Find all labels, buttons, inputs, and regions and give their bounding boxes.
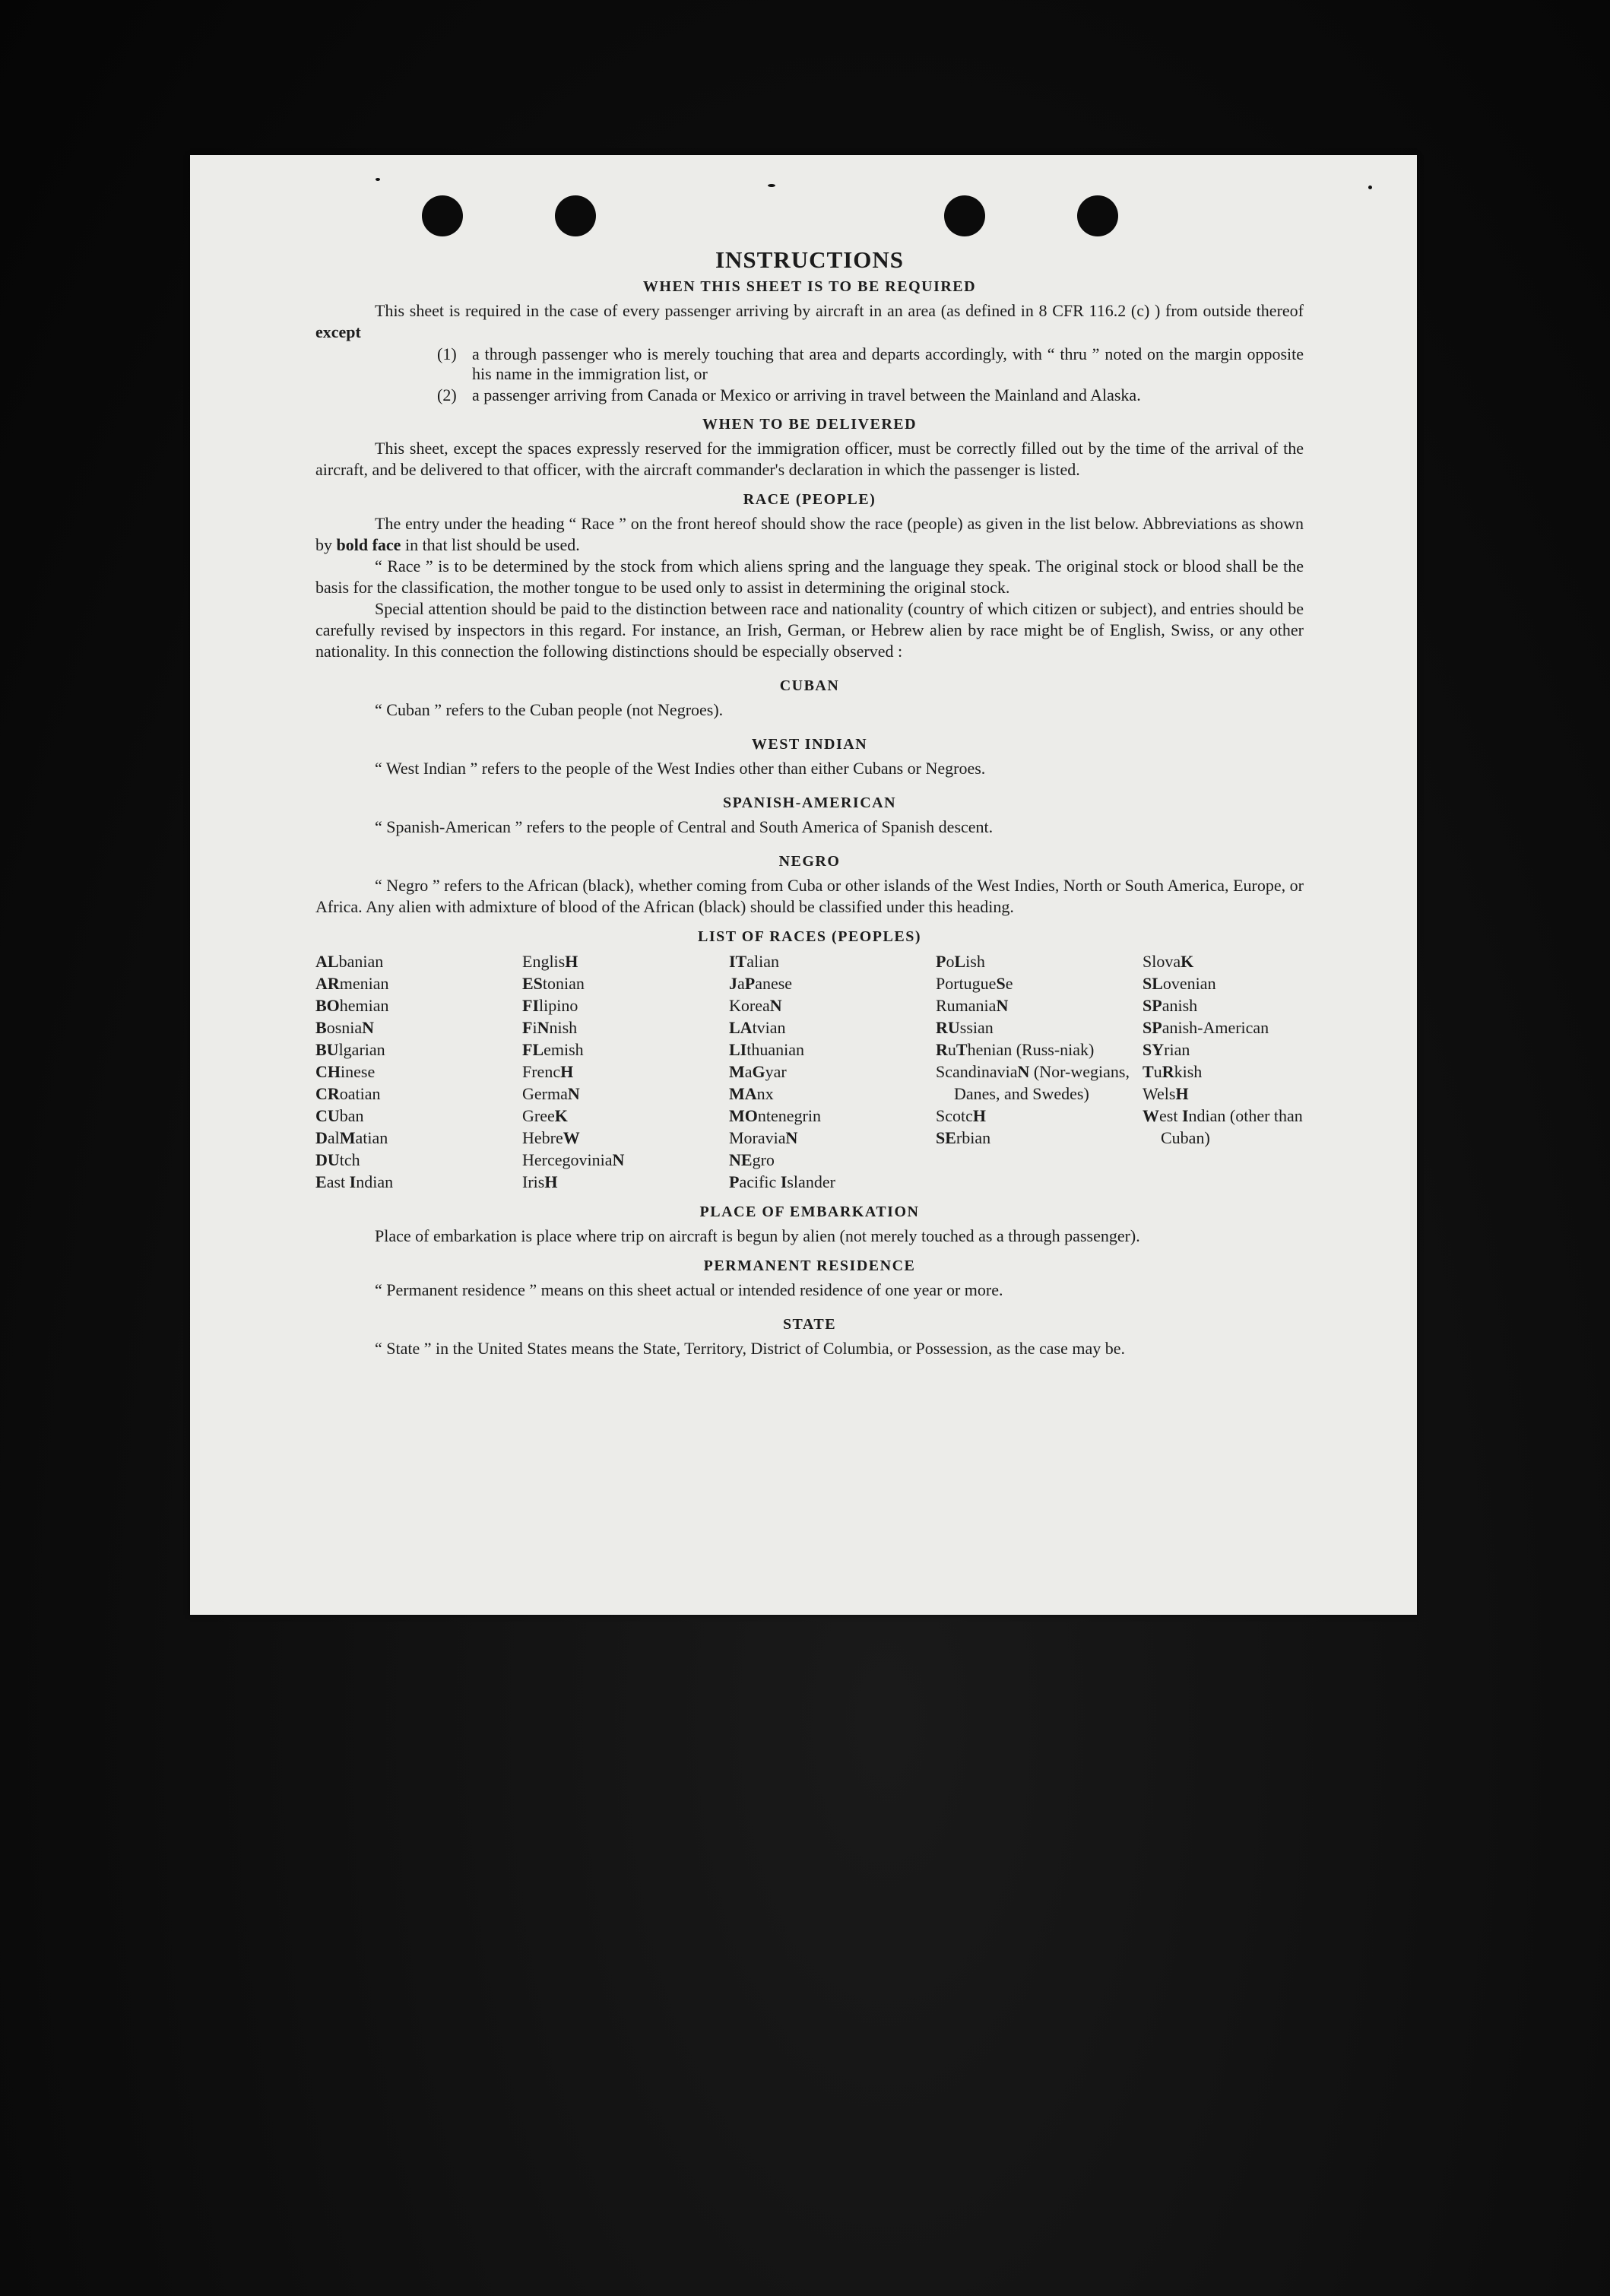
heading-delivered: WHEN TO BE DELIVERED: [702, 416, 918, 433]
race-entry: ALbanian: [315, 952, 384, 971]
race-entry: LAtvian: [729, 1018, 786, 1037]
punch-hole: [555, 195, 596, 236]
race-entry: BUlgarian: [315, 1040, 385, 1059]
race-entry: RuThenian (Russ-niak): [936, 1040, 1095, 1059]
race-p2: “ Race ” is to be determined by the stock from which aliens spring and the language they speak. The original stock or blood shall be the basis for the classification, the mother tongue to be used only to assist in determining the original stock.: [315, 557, 1304, 597]
race-entry: MoraviaN: [729, 1128, 798, 1147]
heading-cuban: CUBAN: [779, 677, 840, 694]
race-entry: BosniaN: [315, 1018, 375, 1037]
race-entry: DUtch: [315, 1150, 360, 1169]
race-entry: DalMatian: [315, 1128, 388, 1147]
instructions-content: [315, 246, 1304, 1359]
state-text: “ State ” in the United States means the State, Territory, District of Columbia, or Possession, as the case may be.: [375, 1339, 1126, 1358]
race-entry: EStonian: [522, 974, 585, 993]
race-entry: MAnx: [729, 1084, 774, 1103]
race-column: [729, 950, 936, 1193]
speck: [1368, 186, 1372, 189]
race-entry: WelsH: [1143, 1084, 1189, 1103]
race-entry: GermaN: [522, 1084, 580, 1103]
race-entry: ScandinaviaN (Nor-wegians, Danes, and Swedes): [936, 1062, 1130, 1103]
exception-item: (1) a through passenger who is merely touching that area and departs accordingly, with “ thru ” noted on the margin opposite his name in the immigration list, or: [437, 344, 1304, 383]
west-indian-text: “ West Indian ” refers to the people of the West Indies other than either Cubans or Negroes.: [375, 759, 986, 778]
residence-text: “ Permanent residence ” means on this sheet actual or intended residence of one year or more.: [375, 1280, 1003, 1299]
race-entry: GreeK: [522, 1106, 568, 1125]
race-entry: Pacific Islander: [729, 1172, 835, 1191]
race-entry: East Indian: [315, 1172, 394, 1191]
heading-embarkation: PLACE OF EMBARKATION: [699, 1203, 920, 1220]
race-entry: RumaniaN: [936, 996, 1009, 1015]
race-entry: ARmenian: [315, 974, 389, 993]
heading-required: WHEN THIS SHEET IS TO BE REQUIRED: [642, 278, 977, 295]
race-entry: MOntenegrin: [729, 1106, 821, 1125]
race-column: [936, 950, 1143, 1193]
negro-text: “ Negro ” refers to the African (black), whether coming from Cuba or other islands of the West Indies, North or South America, Europe, or Africa. Any alien with admixture of blood of the African (black) should be classified under this heading.: [315, 876, 1304, 916]
race-entry: FrencH: [522, 1062, 574, 1081]
page-title: INSTRUCTIONS: [715, 246, 904, 273]
race-entry: SLovenian: [1143, 974, 1216, 993]
race-entry: JaPanese: [729, 974, 793, 993]
race-entry: HebreW: [522, 1128, 580, 1147]
race-p1: The entry under the heading “ Race ” on the front hereof should show the race (people) as given in the list below. Abbreviations as shown by bold face in that list should be used.: [315, 514, 1304, 554]
speck: [768, 184, 775, 187]
race-entry: CRoatian: [315, 1084, 381, 1103]
race-entry: FiNnish: [522, 1018, 578, 1037]
race-entry: FIlipino: [522, 996, 578, 1015]
race-entry: TuRkish: [1143, 1062, 1203, 1081]
race-column: [1143, 950, 1325, 1193]
spanish-american-text: “ Spanish-American ” refers to the people of Central and South America of Spanish descent.: [375, 817, 994, 836]
race-entry: KoreaN: [729, 996, 782, 1015]
heading-residence: PERMANENT RESIDENCE: [703, 1257, 916, 1274]
punch-hole: [1077, 195, 1118, 236]
race-entry: PoLish: [936, 952, 985, 971]
heading-spanish-american: SPANISH-AMERICAN: [722, 794, 897, 811]
race-entry: ScotcH: [936, 1106, 987, 1125]
race-entry: MaGyar: [729, 1062, 787, 1081]
race-entry: HercegoviniaN: [522, 1150, 625, 1169]
heading-list-of-races: LIST OF RACES (PEOPLES): [697, 928, 921, 945]
race-entry: NEgro: [729, 1150, 775, 1169]
heading-negro: NEGRO: [778, 853, 841, 870]
race-entry: LIthuanian: [729, 1040, 805, 1059]
race-entry: CHinese: [315, 1062, 376, 1081]
document-sheet: [190, 155, 1417, 1615]
race-entry: EnglisH: [522, 952, 578, 971]
exception-item: (2) a passenger arriving from Canada or Mexico or arriving in travel between the Mainland and Alaska.: [437, 385, 1141, 404]
race-entry: IrisH: [522, 1172, 558, 1191]
race-p3: Special attention should be paid to the distinction between race and nationality (country of which citizen or subject), and entries should be carefully revised by inspectors in this regard. For instance, an Irish, German, or Hebrew alien by race might be of English, Swiss, or any other nationality. In this connection the following distinctions should be especially observed :: [315, 599, 1304, 661]
speck: [376, 178, 380, 181]
punch-hole: [944, 195, 985, 236]
race-entry: ITalian: [729, 952, 780, 971]
cuban-text: “ Cuban ” refers to the Cuban people (not Negroes).: [375, 700, 724, 719]
race-column: [522, 950, 729, 1193]
race-entry: SPanish: [1143, 996, 1198, 1015]
race-list: [315, 950, 1304, 1193]
punch-hole: [422, 195, 463, 236]
delivered-text: This sheet, except the spaces expressly reserved for the immigration officer, must be correctly filled out by the time of the arrival of the aircraft, and be delivered to that officer, with the aircraft commander's declaration in which the passenger is listed.: [315, 439, 1304, 479]
heading-west-indian: WEST INDIAN: [751, 736, 868, 753]
race-entry: SlovaK: [1143, 952, 1194, 971]
heading-state: STATE: [782, 1316, 837, 1333]
race-entry: PortugueSe: [936, 974, 1013, 993]
race-entry: SPanish-American: [1143, 1018, 1269, 1037]
race-entry: BOhemian: [315, 996, 389, 1015]
race-column: [315, 950, 522, 1193]
embarkation-text: Place of embarkation is place where trip on aircraft is begun by alien (not merely touched as a through passenger).: [375, 1226, 1140, 1245]
race-entry: CUban: [315, 1106, 364, 1125]
race-entry: RUssian: [936, 1018, 994, 1037]
race-entry: FLemish: [522, 1040, 584, 1059]
required-intro: This sheet is required in the case of every passenger arriving by aircraft in an area (as defined in 8 CFR 116.2 (c) ) from outside thereof except: [315, 301, 1304, 341]
race-entry: SYrian: [1143, 1040, 1190, 1059]
race-entry: SErbian: [936, 1128, 991, 1147]
heading-race: RACE (PEOPLE): [743, 491, 876, 508]
race-entry: West Indian (other than Cuban): [1143, 1106, 1303, 1147]
